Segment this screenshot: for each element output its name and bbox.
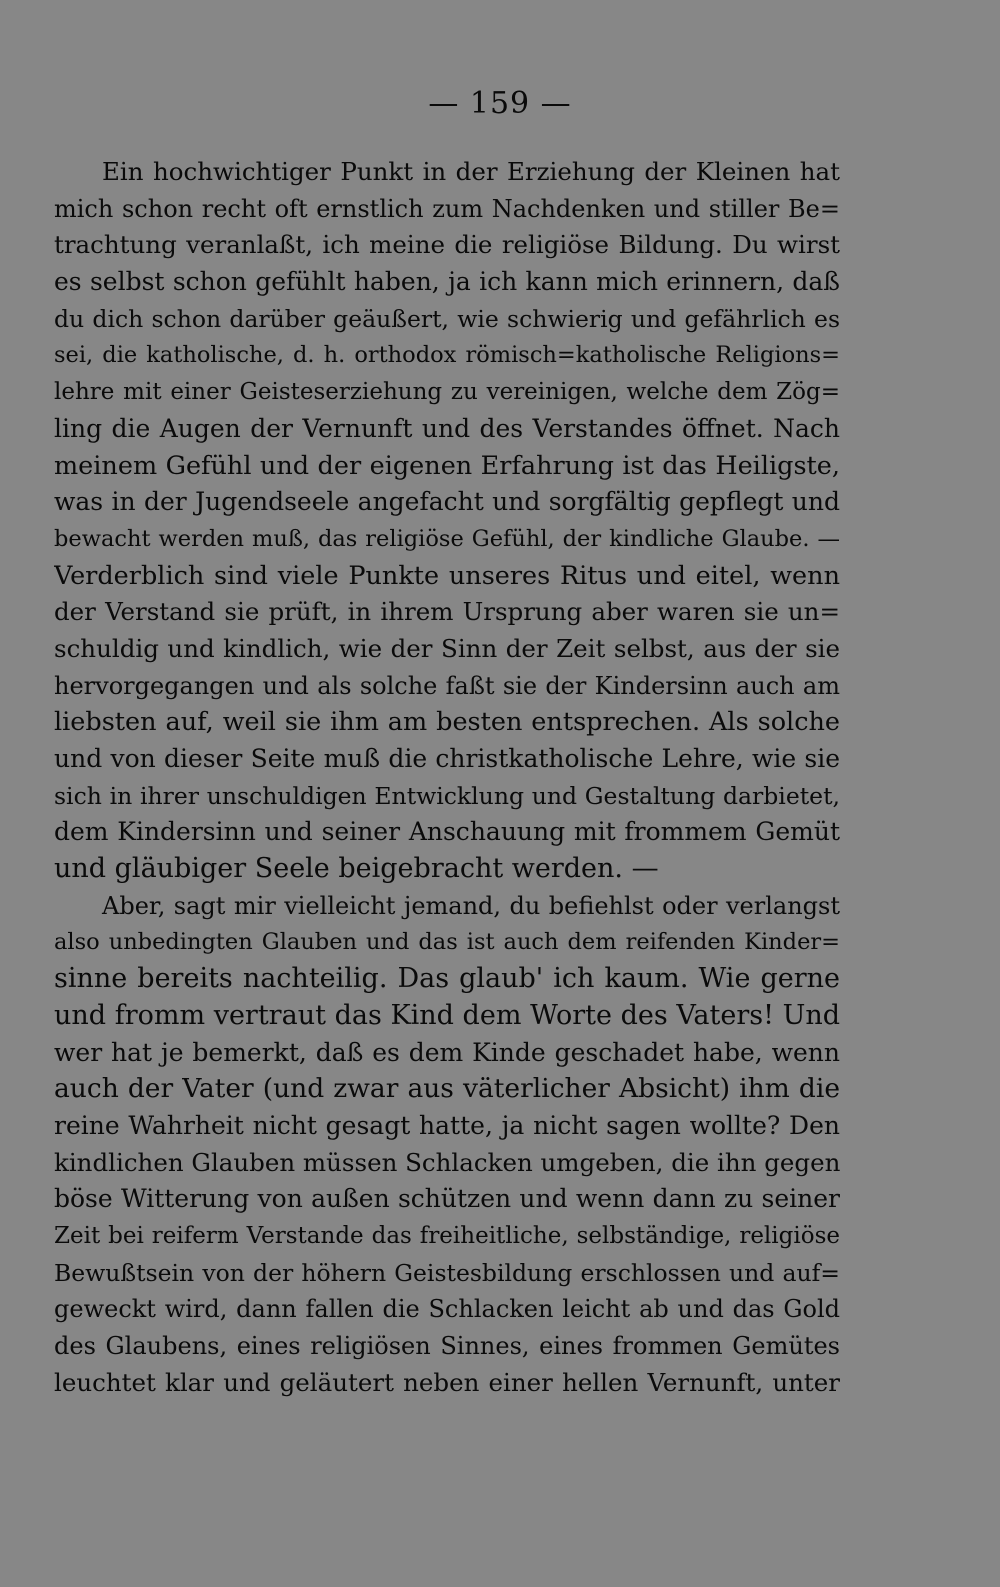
text-line: mich schon recht oft ernstlich zum Nachdenken und stiller Be= — [54, 194, 840, 223]
text-line: also unbedingten Glauben und das ist auch dem reifenden Kinder= — [54, 929, 840, 956]
text-line: und fromm vertraut das Kind dem Worte des Vaters! Und — [54, 999, 840, 1031]
text-line: und von dieser Seite muß die christkatholische Lehre, wie sie — [54, 744, 840, 773]
text-line: meinem Gefühl und der eigenen Erfahrung ist das Heiligste, — [54, 450, 840, 481]
text-line: Verderblich sind viele Punkte unseres Ritus und eitel, wenn — [54, 560, 840, 591]
text-line: Aber, sagt mir vielleicht jemand, du befiehlst oder verlangst — [102, 891, 840, 920]
text-line: böse Witterung von außen schützen und wenn dann zu seiner — [54, 1184, 840, 1214]
text-line: auch der Vater (und zwar aus väterlicher Absicht) ihm die — [54, 1073, 840, 1105]
text-line: es selbst schon gefühlt haben, ja ich kann mich erinnern, daß — [54, 267, 840, 297]
text-line: schuldig und kindlich, wie der Sinn der Zeit selbst, aus der sie — [54, 633, 840, 663]
text-line: Bewußtsein von der höhern Geistesbildung erschlossen und auf= — [54, 1258, 840, 1287]
text-line: hervorgegangen und als solche faßt sie der Kindersinn auch am — [54, 671, 840, 700]
text-line: des Glaubens, eines religiösen Sinnes, eines frommen Gemütes — [54, 1332, 840, 1360]
text-line: Ein hochwichtiger Punkt in der Erziehung der Kleinen hat — [102, 157, 840, 186]
text-line: und gläubiger Seele beigebracht werden. — — [54, 853, 659, 885]
text-line: liebsten auf, weil sie ihm am besten entsprechen. Als solche — [54, 707, 840, 738]
text-line: kindlichen Glauben müssen Schlacken umgeben, die ihn gegen — [54, 1147, 840, 1177]
text-line: der Verstand sie prüft, in ihrem Ursprung aber waren sie un= — [54, 597, 840, 627]
body-text — [54, 154, 840, 1401]
text-line: reine Wahrheit nicht gesagt hatte, ja nicht sagen wollte? Den — [54, 1110, 840, 1140]
text-line: sinne bereits nachteilig. Das glaub' ich kaum. Wie gerne — [54, 963, 840, 995]
text-line: wer hat je bemerkt, daß es dem Kinde geschadet habe, wenn — [54, 1037, 840, 1067]
page-number: — 159 — — [428, 86, 572, 121]
text-line: leuchtet klar und geläutert neben einer hellen Vernunft, unter — [54, 1367, 840, 1397]
text-line: bewacht werden muß, das religiöse Gefühl, der kindliche Glaube. — — [54, 525, 840, 552]
text-line: ling die Augen der Vernunft und des Verstandes öffnet. Nach — [54, 413, 840, 443]
text-line: dem Kindersinn und seiner Anschauung mit frommem Gemüt — [54, 817, 840, 847]
text-line: du dich schon darüber geäußert, wie schwierig und gefährlich es — [54, 304, 840, 333]
text-line: was in der Jugendseele angefacht und sorgfältig gepflegt und — [54, 487, 840, 517]
text-line: geweckt wird, dann fallen die Schlacken leicht ab und das Gold — [54, 1295, 840, 1324]
text-line: trachtung veranlaßt, ich meine die religiöse Bildung. Du wirst — [54, 230, 840, 260]
text-line: sei, die katholische, d. h. orthodox römisch=katholische Religions= — [54, 342, 840, 369]
text-line: lehre mit einer Geisteserziehung zu vereinigen, welche dem Zög= — [54, 379, 840, 406]
text-line: sich in ihrer unschuldigen Entwicklung und Gestaltung darbietet, — [54, 781, 840, 810]
text-line: Zeit bei reiferm Verstande das freiheitliche, selbständige, religiöse — [54, 1222, 840, 1249]
